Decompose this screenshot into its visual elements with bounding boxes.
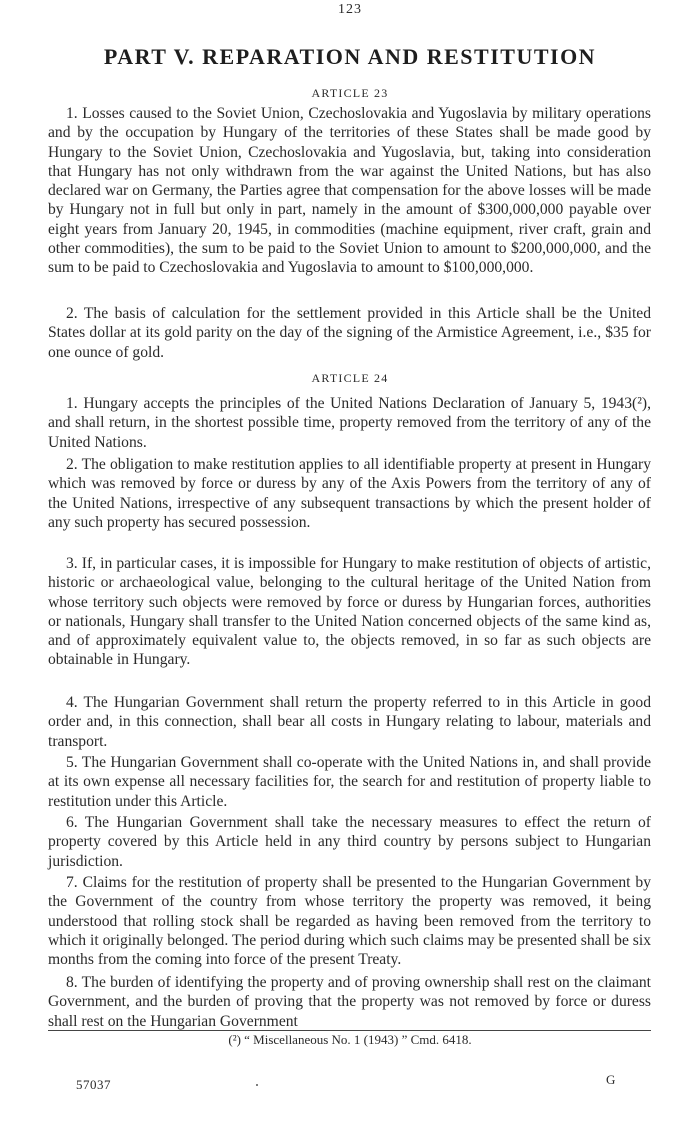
print-dot [256, 1084, 258, 1086]
article-24-heading: ARTICLE 24 [311, 371, 389, 385]
footnote-divider [48, 1030, 651, 1031]
page-number: 123 [338, 2, 362, 17]
footnote: (²) “ Miscellaneous No. 1 (1943) ” Cmd. 6418. [228, 1032, 472, 1047]
article-24-paragraph-1: 1. Hungary accepts the principles of the United Nations Declaration of January 5, 1943(²), and shall return, in the shortest possible time, property removed from the territory of any of the United Nations. [48, 395, 651, 451]
article-24-paragraph-6: 6. The Hungarian Government shall take the necessary measures to effect the return of property covered by this Article held in any third country by persons subject to Hungarian jurisdiction. [48, 814, 651, 870]
article-24-paragraph-7: 7. Claims for the restitution of property shall be presented to the Hungarian Government by the Government of the country from whose territory the property was removed, it being understood that rolling stock shall be regarded as having been removed from the territory to which it originally belonged. The period during which such claims may be presented shall be six months from the coming into force of the present Treaty. [48, 874, 651, 969]
article-24-paragraph-3: 3. If, in particular cases, it is impossible for Hungary to make restitution of objects of artistic, historic or archaeological value, belonging to the cultural heritage of the United Nation from whose territory such objects were removed by force or duress by Hungarian forces, authorities or nationals, Hungary shall transfer to the United Nation concerned objects of the same kind as, and of approximately equivalent value to, the objects removed, in so far as such objects are obtainable in Hungary. [48, 555, 651, 669]
article-23-heading: ARTICLE 23 [311, 86, 389, 100]
signature-mark: G [606, 1072, 616, 1087]
article-23-paragraph-1: 1. Losses caused to the Soviet Union, Czechoslovakia and Yugoslavia by military operations and by the occupation by Hungary of the territories of these States shall be made good by Hungary to the Soviet Union, Czechoslovakia and Yugoslavia, but, taking into consideration that Hungary has not only withdrawn from the war against the United Nations, but has also declared war on Germany, the Parties agree that compensation for the above losses will be made by Hungary not in full but only in part, namely in the amount of $300,000,000 payable over eight years from January 20, 1945, in commodities (machine equipment, river craft, grain and other commodities), the sum to be paid to the Soviet Union to amount to $200,000,000, and the sum to be paid to Czechoslovakia and Yugoslavia to amount to $100,000,000. [48, 105, 651, 277]
article-24-paragraph-4: 4. The Hungarian Government shall return the property referred to in this Article in good order and, in this connection, shall bear all costs in Hungary relating to labour, materials and transport. [48, 694, 651, 750]
part-title: PART V. REPARATION AND RESTITUTION [103, 44, 597, 69]
article-24-paragraph-8: 8. The burden of identifying the property and of proving ownership shall rest on the claimant Government, and the burden of proving that the property was not removed by force or duress shall rest on the Hungarian Government [48, 974, 651, 1030]
article-24-paragraph-5: 5. The Hungarian Government shall co-operate with the United Nations in, and shall provide at its own expense all necessary facilities for, the search for and restitution of property liable to restitution under this Article. [48, 754, 651, 810]
article-24-paragraph-2: 2. The obligation to make restitution applies to all identifiable property at present in Hungary which was removed by force or duress by any of the Axis Powers from the territory of any of the United Nations, irrespective of any subsequent transactions by which the present holder of any such property has secured possession. [48, 456, 651, 531]
article-23-paragraph-2: 2. The basis of calculation for the settlement provided in this Article shall be the United States dollar at its gold parity on the day of the signing of the Armistice Agreement, i.e., $35 for one ounce of gold. [48, 305, 651, 361]
print-code: 57037 [76, 1077, 111, 1092]
